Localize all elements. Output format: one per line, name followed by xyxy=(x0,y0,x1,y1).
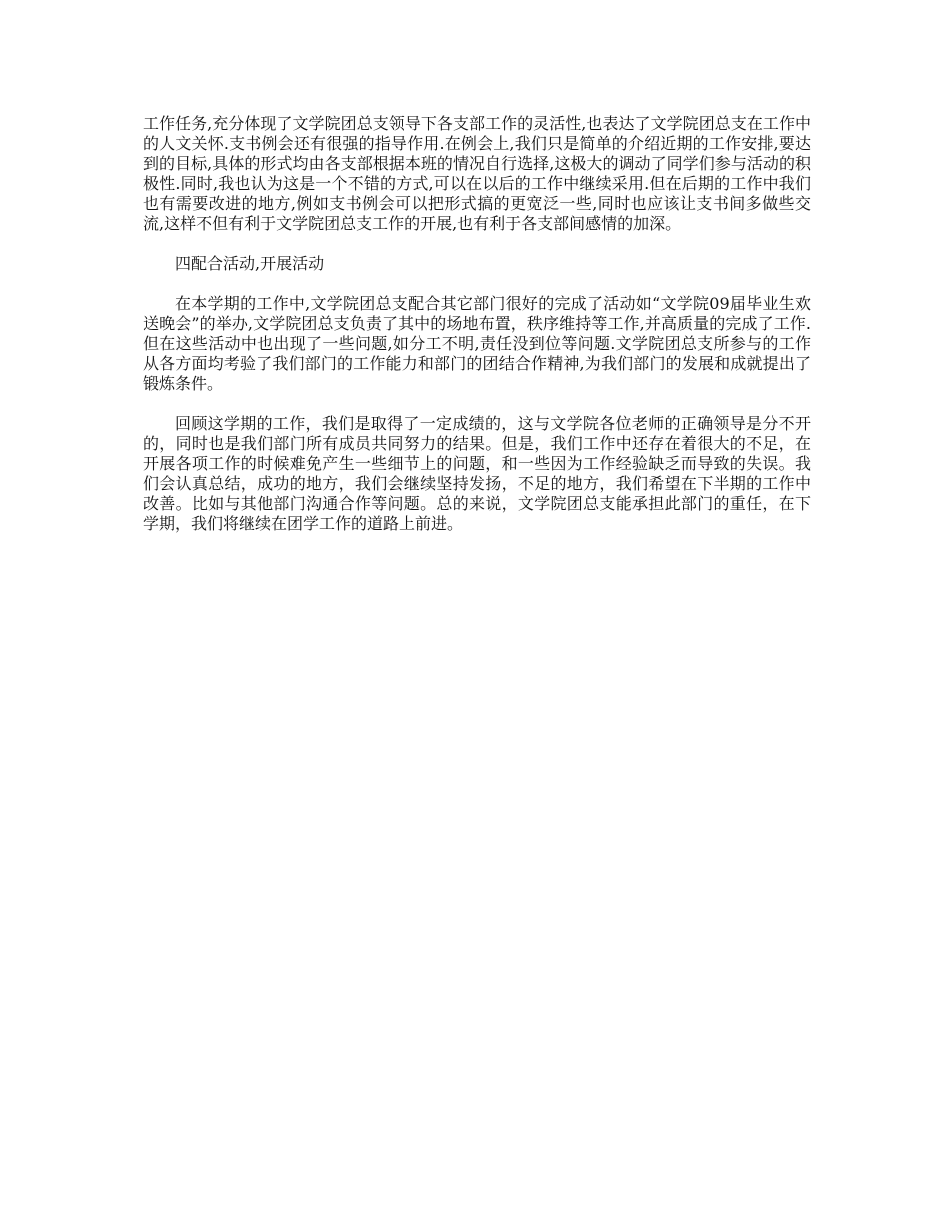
paragraph-review: 回顾这学期的工作，我们是取得了一定成绩的，这与文学院各位老师的正确领导是分不开的，同时也是我们部门所有成员共同努力的结果。但是，我们工作中还存在着很大的不足，在开展各项工作的时候难免产生一些细节上的问题，和一些因为工作经验缺乏而导致的失误。我们会认真总结，成功的地方，我们会继续坚持发扬，不足的地方，我们希望在下半期的工作中改善。比如与其他部门沟通合作等问题。总的来说，文学院团总支能承担此部门的重任，在下学期，我们将继续在团学工作的道路上前进。 xyxy=(143,414,811,533)
document-page xyxy=(143,114,811,554)
paragraph-continuation: 工作任务,充分体现了文学院团总支领导下各支部工作的灵活性,也表达了文学院团总支在工作中的人文关怀.支书例会还有很强的指导作用.在例会上,我们只是简单的介绍近期的工作安排,要达到的目标,具体的形式均由各支部根据本班的情况自行选择,这极大的调动了同学们参与活动的积极性.同时,我也认为这是一个不错的方式,可以在以后的工作中继续采用.但在后期的工作中我们也有需要改进的地方,例如支书例会可以把形式搞的更宽泛一些,同时也应该让支书间多做些交流,这样不但有利于文学院团总支工作的开展,也有利于各支部间感情的加深。 xyxy=(143,114,811,233)
section-heading: 四配合活动,开展活动 xyxy=(175,254,325,273)
paragraph-activities: 在本学期的工作中,文学院团总支配合其它部门很好的完成了活动如“文学院09届毕业生欢送晚会”的举办,文学院团总支负责了其中的场地布置，秩序维持等工作,并高质量的完成了工作.但在这些活动中也出现了一些问题,如分工不明,责任没到位等问题.文学院团总支所参与的工作从各方面均考验了我们部门的工作能力和部门的团结合作精神,为我们部门的发展和成就提出了锻炼条件。 xyxy=(143,294,811,393)
